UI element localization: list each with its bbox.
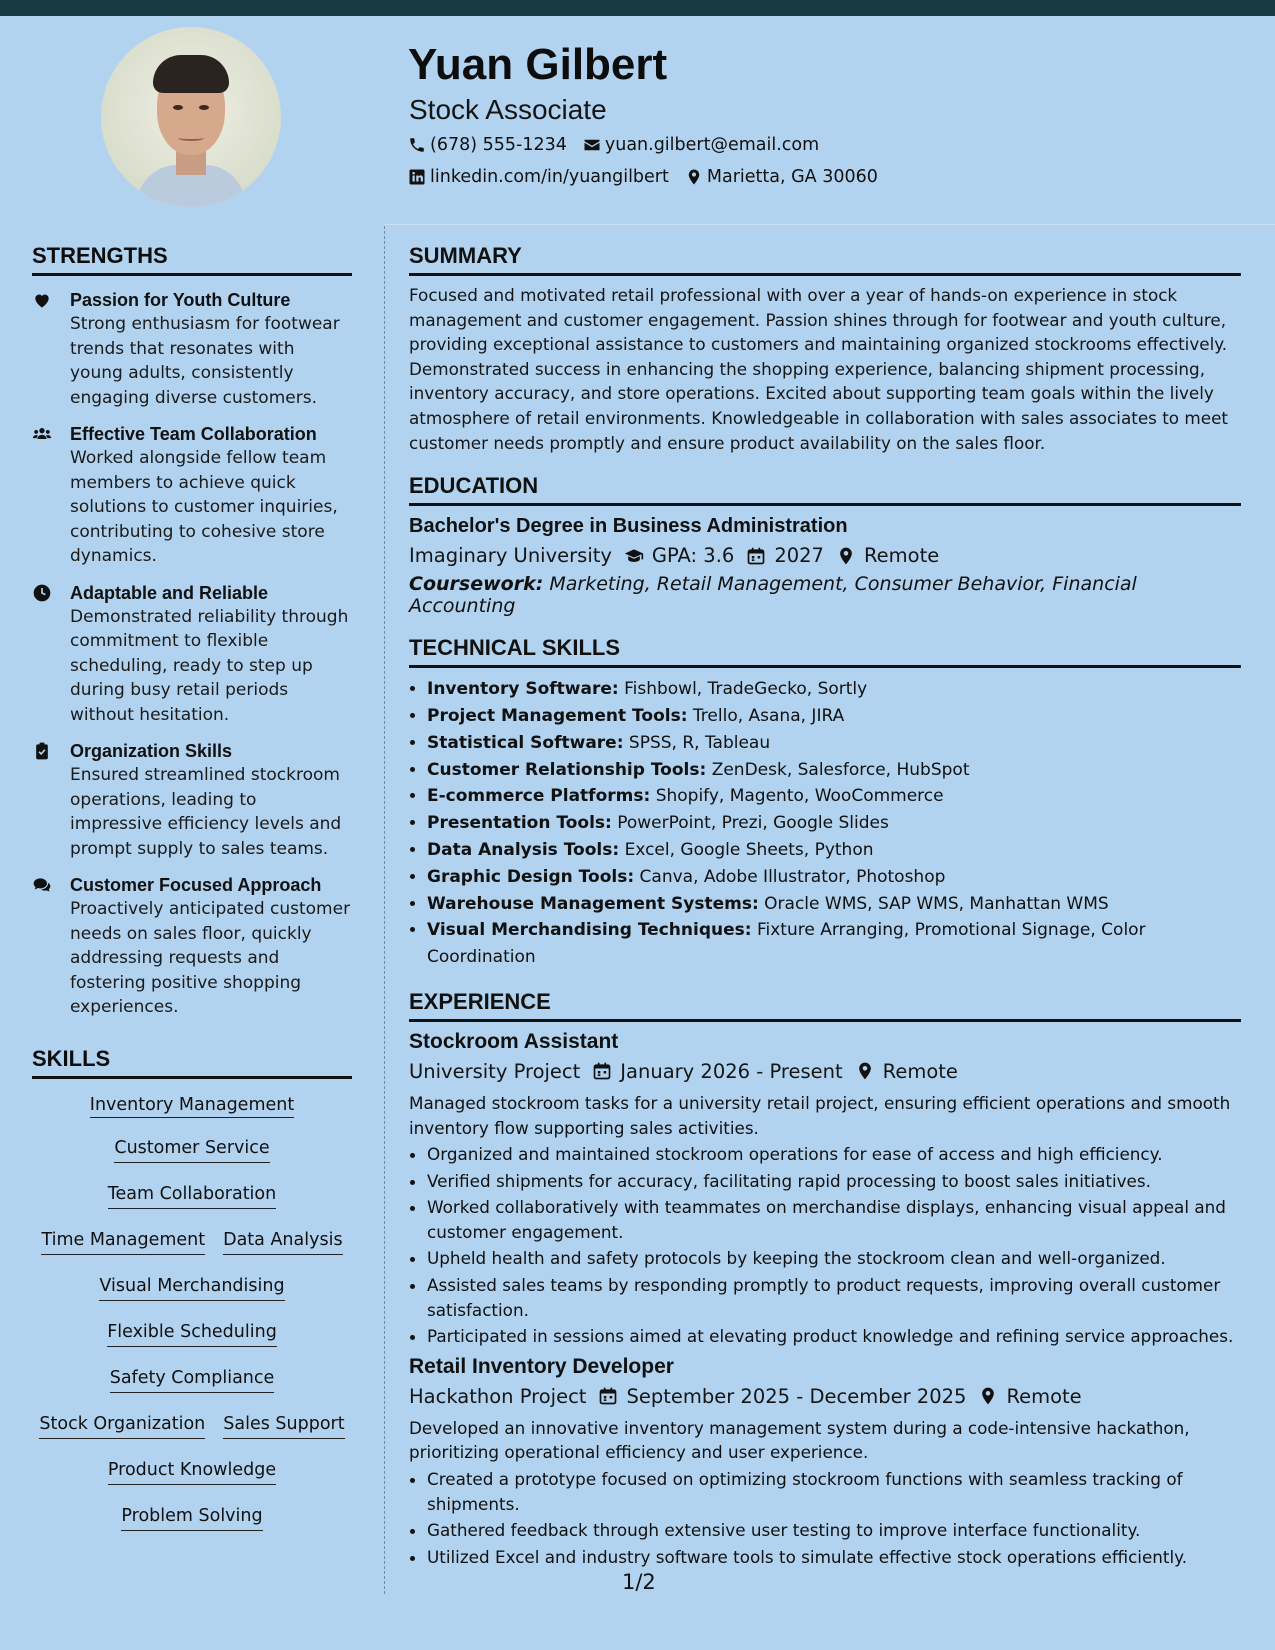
list-item: • Project Management Tools: Trello, Asana, JIRA xyxy=(427,703,1241,730)
strength-item xyxy=(32,739,352,861)
strength-item xyxy=(32,422,352,569)
strength-desc: Worked alongside fellow team members to achieve quick solutions to customer inquiries, contributing to cohesive store dynamics. xyxy=(70,448,338,566)
strength-title: Customer Focused Approach xyxy=(70,875,322,895)
candidate-title: Stock Associate xyxy=(409,94,607,125)
experience-heading: EXPERIENCE xyxy=(409,989,1241,1022)
skills-heading: SKILLS xyxy=(32,1046,352,1079)
location-text: Marietta, GA 30060 xyxy=(706,167,878,187)
phone-text: (678) 555-1234 xyxy=(430,135,567,155)
education-meta xyxy=(409,544,1241,567)
calendar-icon xyxy=(592,1061,612,1081)
skill-tag: Product Knowledge xyxy=(108,1458,276,1485)
list-item: • Inventory Software: Fishbowl, TradeGecko, Sortly xyxy=(427,676,1241,703)
job-meta xyxy=(409,1385,1241,1408)
skill-tag: Safety Compliance xyxy=(110,1366,275,1393)
contact-row-2 xyxy=(408,167,878,187)
technical-skills-list xyxy=(409,676,1241,971)
list-item: • Upheld health and safety protocols by keeping the stockroom clean and well-organized. xyxy=(427,1246,1241,1271)
email-contact[interactable] xyxy=(583,135,819,155)
calendar-icon xyxy=(598,1386,618,1406)
strength-desc: Ensured streamlined stockroom operations, leading to impressive efficiency levels and prompt supply to sales teams. xyxy=(70,765,342,859)
list-item: • Verified shipments for accuracy, facilitating rapid processing to boost sales initiatives. xyxy=(427,1169,1241,1194)
graduation-cap-icon xyxy=(624,546,644,566)
strength-item xyxy=(32,581,352,728)
list-item: • Visual Merchandising Techniques: Fixture Arranging, Promotional Signage, Color Coordination xyxy=(427,917,1241,971)
right-column xyxy=(409,243,1241,1569)
gpa: GPA: 3.6 xyxy=(651,544,735,568)
list-item: • Assisted sales teams by responding promptly to product requests, improving overall customer satisfaction. xyxy=(427,1273,1241,1322)
skill-tag: Sales Support xyxy=(223,1412,344,1439)
top-accent-bar xyxy=(0,0,1275,16)
list-item: • Organized and maintained stockroom operations for ease of access and high efficiency. xyxy=(427,1142,1241,1167)
skill-tag: Visual Merchandising xyxy=(99,1274,284,1301)
technical-skills-heading: TECHNICAL SKILLS xyxy=(409,635,1241,668)
location-contact xyxy=(685,167,878,187)
skill-tag: Flexible Scheduling xyxy=(107,1320,277,1347)
envelope-icon xyxy=(583,136,601,154)
grad-year: 2027 xyxy=(774,544,824,568)
skill-tag: Time Management xyxy=(41,1228,205,1255)
skill-tag: Inventory Management xyxy=(90,1095,294,1118)
list-item: • Worked collaboratively with teammates on merchandise displays, enhancing visual appeal and customer engagement. xyxy=(427,1195,1241,1244)
linkedin-contact[interactable] xyxy=(408,167,669,187)
job-description: Managed stockroom tasks for a university retail project, ensuring efficient operations and smooth inventory flow supporting sales activities. xyxy=(409,1092,1231,1138)
strength-title: Passion for Youth Culture xyxy=(70,290,291,310)
list-item: • Customer Relationship Tools: ZenDesk, Salesforce, HubSpot xyxy=(427,757,1241,784)
job-description: Developed an innovative inventory management system during a code-intensive hackathon, prioritizing operational efficiency and user experience. xyxy=(409,1417,1190,1463)
clipboard-check-icon xyxy=(32,741,52,761)
skill-tag: Team Collaboration xyxy=(108,1182,276,1209)
list-item: • Gathered feedback through extensive user testing to improve interface functionality. xyxy=(427,1518,1241,1543)
candidate-name: Yuan Gilbert xyxy=(408,40,668,89)
list-item: • Data Analysis Tools: Excel, Google Sheets, Python xyxy=(427,837,1241,864)
job-org: University Project xyxy=(409,1059,581,1083)
linkedin-text: linkedin.com/in/yuangilbert xyxy=(430,167,669,187)
job-bullets xyxy=(409,1142,1241,1349)
job-bullets xyxy=(409,1467,1241,1569)
phone-contact[interactable] xyxy=(408,135,567,155)
contact-row-1 xyxy=(408,135,819,155)
coursework xyxy=(409,573,1241,617)
linkedin-icon xyxy=(408,168,426,186)
job-dates: January 2026 - Present xyxy=(620,1059,843,1083)
strengths-heading: STRENGTHS xyxy=(32,243,352,276)
list-item: • E-commerce Platforms: Shopify, Magento, WooCommerce xyxy=(427,783,1241,810)
skill-tag: Problem Solving xyxy=(121,1504,262,1531)
job-title: Retail Inventory Developer xyxy=(409,1354,674,1378)
map-pin-icon xyxy=(978,1386,998,1406)
job-title: Stockroom Assistant xyxy=(409,1029,619,1053)
skill-tag: Stock Organization xyxy=(39,1412,205,1439)
skill-tag: Customer Service xyxy=(114,1136,269,1163)
list-item: • Presentation Tools: PowerPoint, Prezi, Google Slides xyxy=(427,810,1241,837)
list-item: • Utilized Excel and industry software tools to simulate effective stock operations efficiently. xyxy=(427,1545,1241,1570)
job-org: Hackathon Project xyxy=(409,1384,587,1408)
page-number: 1/2 xyxy=(622,1570,656,1594)
list-item: • Created a prototype focused on optimizing stockroom functions with seamless tracking of shipments. xyxy=(427,1467,1241,1516)
strength-desc: Proactively anticipated customer needs on sales floor, quickly addressing requests and fostering positive shopping experiences. xyxy=(70,899,351,1017)
school-name: Imaginary University xyxy=(409,544,612,568)
heart-icon xyxy=(32,290,52,310)
job-location: Remote xyxy=(1006,1384,1082,1408)
summary-heading: SUMMARY xyxy=(409,243,1241,276)
strength-title: Effective Team Collaboration xyxy=(70,424,317,444)
degree-title: Bachelor's Degree in Business Administration xyxy=(409,515,848,538)
strength-item xyxy=(32,288,352,410)
skill-tag: Data Analysis xyxy=(223,1228,342,1255)
strength-desc: Demonstrated reliability through commitment to flexible scheduling, ready to step up during busy retail periods without hesitation. xyxy=(70,606,349,725)
summary-text: Focused and motivated retail professional with over a year of hands-on experience in stock management and customer engagement. Passion shines through for footwear and youth culture, providing exceptional assistance to customers and maintaining organized stockrooms effectively. Demonstrated success in enhancing the shopping experience, balancing shipment processing, inventory accuracy, and store operations. Excited about supporting team goals within the lively atmosphere of retail environments. Knowledgeable in collaboration with sales associates to meet customer needs promptly and ensure product availability on the sales floor. xyxy=(409,285,1228,453)
users-icon xyxy=(32,424,52,444)
skills-list xyxy=(32,1089,352,1531)
list-item: • Participated in sessions aimed at elevating product knowledge and refining service approaches. xyxy=(427,1324,1241,1349)
list-item: • Warehouse Management Systems: Oracle WMS, SAP WMS, Manhattan WMS xyxy=(427,891,1241,918)
profile-photo xyxy=(101,27,281,207)
strength-title: Organization Skills xyxy=(70,741,233,761)
map-pin-icon xyxy=(836,546,856,566)
list-item: • Statistical Software: SPSS, R, Tableau xyxy=(427,730,1241,757)
header-rule xyxy=(384,224,1275,225)
list-item: • Graphic Design Tools: Canva, Adobe Illustrator, Photoshop xyxy=(427,864,1241,891)
coursework-list: Marketing, Retail Management, Consumer Behavior, Financial Accounting xyxy=(409,573,1137,618)
job-location: Remote xyxy=(882,1059,958,1083)
strength-title: Adaptable and Reliable xyxy=(70,582,269,603)
map-pin-icon xyxy=(685,168,703,186)
comments-icon xyxy=(32,875,52,895)
job-meta xyxy=(409,1060,1241,1083)
strength-item xyxy=(32,873,352,1020)
education-heading: EDUCATION xyxy=(409,473,1241,506)
column-divider xyxy=(384,226,385,1594)
map-pin-icon xyxy=(855,1061,875,1081)
coursework-label: Coursework: xyxy=(409,573,544,596)
calendar-icon xyxy=(746,546,766,566)
strength-desc: Strong enthusiasm for footwear trends that resonates with young adults, consistently engaging diverse customers. xyxy=(70,314,340,408)
phone-icon xyxy=(408,136,426,154)
job-dates: September 2025 - December 2025 xyxy=(626,1384,967,1408)
email-text: yuan.gilbert@email.com xyxy=(604,135,820,155)
education-location: Remote xyxy=(863,544,940,568)
left-column xyxy=(32,243,352,1531)
clock-icon xyxy=(32,583,52,603)
